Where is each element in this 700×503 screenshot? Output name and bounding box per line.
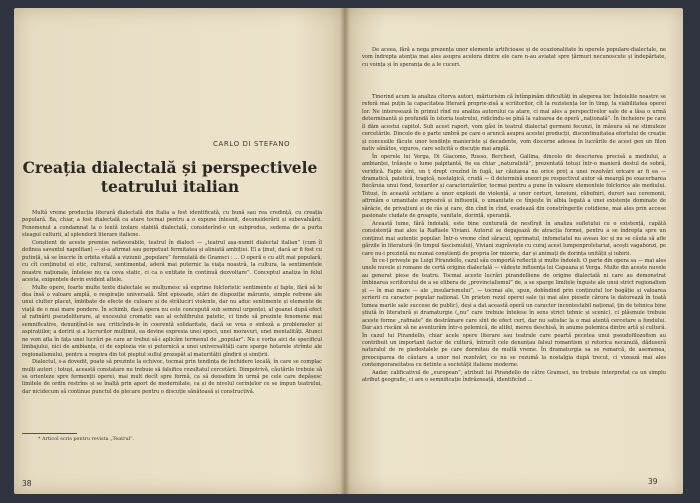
footnote: * Articol scris pentru revista „Teatrul”. — [38, 436, 135, 442]
left-paragraph-1: Multă vreme producția literară dialectală din Italia a fost identificată, cu bună sau rea credință, cu creația populară. Ba, chiar, a fost dialectală ca atare tocmai pentru a o expune înlesnit, deconsiderării și subevaluării. Fenomenul a condamnat la o lentă izolare stabilă dialectală, considerînd-o un subprodus, sedema de a purta steagul culturii, al splendorii literare italiene. — [22, 210, 322, 239]
page-number-left: 38 — [22, 479, 32, 488]
right-top-paragraph: De aceea, fără a nega prezența unor elemente artificioase și de ocazionalitate în operele populare-dialectale, ne vom îndrepta atenția mai ales asupra acelora dintre ele care n-au aviatat spre țărmuri necunoscute și îndepărtate, cu voința și în speranța de a le cuceri. — [362, 47, 666, 68]
left-paragraph-4: Dialectul, s-a dovedit, poate să prezinte la echivoc, tocmai prin tendința de închidere locală, în care se complac mulți autori ; totuși, această constatare nu trebuie să falsifice rezultatul cercetării. Dimpotrivă, căutările trebuie să se orienteze spre fermenții operei, mai mult decît spre formă, ca să deosebim în urmă pe cele care depășesc limitele de ordin restrîns și se înalță prin aport de modernitate, ca și de nivelul cerințelor ce se impun teatrului, dar nicidecum să continue punctul de plecare pentru o discuție sănătoasă și constructivă. — [22, 359, 322, 395]
left-paragraph-3: Multe opere, foarte multe texte dialectale se mulțumesc să exprime folcloristic sentimente și fapte, fără să le dea însă o valoare amplă, o respirație universală. Sînt episoade, stări de dispoziție mărunte, simple refrene ale unui clutter placut, îmbibate de efecte de culoare și de străluciri violente, dar nu aduc sentimente și elemente de viață de o mai mare pondere. În schimb, dacă opera nu este concepută sub semnul urgenței, al goanei după efect al rafinării pseudoliterare, al excesului cromatic sau al echilibrului patetic, ci tinde să prezinte fenomene mai semnificative, denunțînd-le sau criticîndu-le în coerentă solidaritate, dacă se vrea o sinteză a problemelor și aspirațiilor, a doririi și a lucrurilor mulțimii, ea devine expresia unei epoci, unei moravuri, unei mentalități. Atunci ne vom afla în fața unei lucrări pe care ar trebui să-i aplicăm termenul de „popular”. Nu e vorba aici de specificul limbajului, nici de ambianța, ci de explozia vie și puternică a unei universalități care sparge hotarele strîmte ale regionalismului, pentru a respira din tot pieptul suflul prozspăt al maturității gîndirii și simțirii. — [22, 284, 322, 358]
left-body — [22, 210, 322, 396]
book-gutter — [340, 8, 350, 494]
right-paragraph-2: În operele lui Verga, Di Giacomo, Russo, Bercheet, Gallina, dincolo de descrierea precisă a mediului, a ambianței, trăiește o lume palpitantă, fie ea chiar „naturalistă”, prezentată totuși într-o manieră destul de sobră, veridică. Fapte sînt, un ț drept crezînd în fugă, iar căutarea nu orice preț a unei rezolvări oricare ar fi ea — dramatică, patetică, tragică, nostalgică, crudă — îl determină uneori pe respectivul autor să meargă pe exacerbarea fiecăruia unui fond, tonurilor și caracterizărilor, tocmai pentru a pune în valoare elementele folclorice ale mediului. Totuși, în această schițare a unor explozii de violență, a unor certuri, tensiuni, răbufniri, dureri sau ceremonii, afirmăm o umanitate expresivă și influență, o umanitate ce tînjește în albia legată a unei existențe dominate de sărăcie, de privațiuni și de râs și care, din cînd în cînd, evadează din constrîngerile cotidiene, mai ales prin accese pasionate ciudate de groapte, vanitate, dorință, speranță. — [362, 153, 666, 220]
left-paragraph-2: Conștient de aceste premise nefavorabile, teatrul în dialect — „teatrul așa-numit dialectal italian” (cum îl definea savantul napolitan) — și-a afirmat sau perpetuat fermitatea și aliniată ambiției. El a ținut, dacă ar fi fost cu putință, să se înscrie în orbita vitală a viziunii „populare” formulată de Gramsci : ... O operă e cu atît mai populară, cu cît conținutul ei etic, cultural, sentimental, aderă mai puternic la viața noastră, la cultura, la sentimentele noastre naționale, întelese nu ca ceva static, ci ca o entitate în continuă dezvoltare”. Conceptul analiza în felul acesta, exigențele devin evident altele. — [22, 239, 322, 284]
right-paragraph-5: Aadar, calificativul de „european”, atribuit lui Pirandello de către Gramsci, nu trebuie interpretat ca un simplu atribut geografic, ci are o semnificație îndrăzneață, identificînd ... — [362, 369, 666, 384]
right-paragraph-3: Această lume, fără îndoială, este bine conturată de nesfîrșit în analiza sufletului cu o existență, capătă consistență mai ales la Raffaele Viviani. Autorul se degajează de atracția formei, pentru a se îndrepta spre un conținut mai autentic popular. Într-o vreme cînd săracul, oprimatul, infometatul nu aveau loc și nu se căuta să afle gărzile în literatură (în timpul fascismului), Viviani zugrăvește cu curaj acest lumpenproletariat, acești vagabonzi, pe care nu-i prezintă nu numai conștienți de propria lor mizerie, dar și animați de dorința unității și iubirii. — [362, 220, 666, 257]
right-paragraph-1: Tinerind acum la analiza cîtorva autori, mărturisim că întîmpinăm dificultăți în alegerea lor. Îndoielile noastre se referă mai puțin la capacitatea literară proprie-zisă a scriitorilor, cît la rezistența lor în timp, la viabilitatea operei lor. Ne interesează în primul rînd nu analiza autorului ca atare, ci mai ales a perspectivelor sale de a lăsa o urmă determinantă și profundă în istoria teatrului, ridicîndu-se pînă la valoarea de operă „națională”. În încheiere pe care îl dăm acestui capitol. Sub acest raport, vom găsi în teatrul dialectal germeni fecunzi, în măsura să ne stimuleze cercetările. Dincolo de o parte umbră pe care o aruncă asupra acestei producții, discontinuitatea efortului de creație și concesiile făcute unor tendințe manieriste și decadente, vom discerne adesea în lucrările de acest gen un filon nativ sănătos, viguros, care solicită o discuție mai amplă. — [362, 94, 666, 153]
right-paragraph-4: În ce-l privește pe Luigi Pirandello, cazul său comportă reflecții și multe îndoieli. O parte din opera sa — mai ales unele nuvele și romane de certă origine dialectală — vădește influența lui Capuana și Verga. Multe din aceste nuvele au generat piese de teatru. Tocmai aceste lucrări pirandelliene de origine dialectală ni care au demonstrat îmbinarea scriitorului de a se elibera de „provincialismul” de, a se sparge limitele înguste ale unui strict regionalism și — în mai mare — ale „insularismului”, — tocmai ale, spun, dobîndind prin conținutul lor bogăție și valoarea scrierii cu caracter popular național. Un prieten rezul operei sale (și mai ales piesele cărora le datorează în toată lumea marile sale succese de public), deși a dat această operă un caracter incontestabil național, țin de tehnica bine știută în literatură și dramaturgie („nu” care trebuie întelese în sens strict tehnic și scenic), ci plăsmuie trebuie aceste forme „rafinate” de destrămare care sînt de efect cert, dar nu satisfac la o mai atentă cercetare a fondului. Dar aici riscăm să ne aventurăm într-o polemică, de altfel, mereu deschisă, în anume polemica dintre artă și cultură. În cazul lui Pirandello, chiar acele opere literare sau teatrale care poartă pecetea unui pseudofilozofism au contribuit un important factor de cultură, întrucît cele denunțau falsul romantism și retorica necanulă, dăduseră naturalul de re piedestalele pe care dormitau de multă vreme. În dramaturgia sa se remarcă, de asemenea, preocuparea de căutare a unor noi rezolvări, ce nu se rezumă la nostalgia după trecut, ci vizează mai ales contemporaneitatea cu detinte a societății italiene moderne. — [362, 257, 666, 369]
right-top-text — [362, 47, 666, 69]
article-author: CARLO DI STEFANO — [213, 140, 291, 148]
right-body — [362, 94, 666, 385]
footnote-divider — [22, 433, 77, 434]
page-number-right: 39 — [648, 477, 658, 486]
article-title: Creația dialectală și perspectivele teatrului italian — [22, 158, 318, 196]
